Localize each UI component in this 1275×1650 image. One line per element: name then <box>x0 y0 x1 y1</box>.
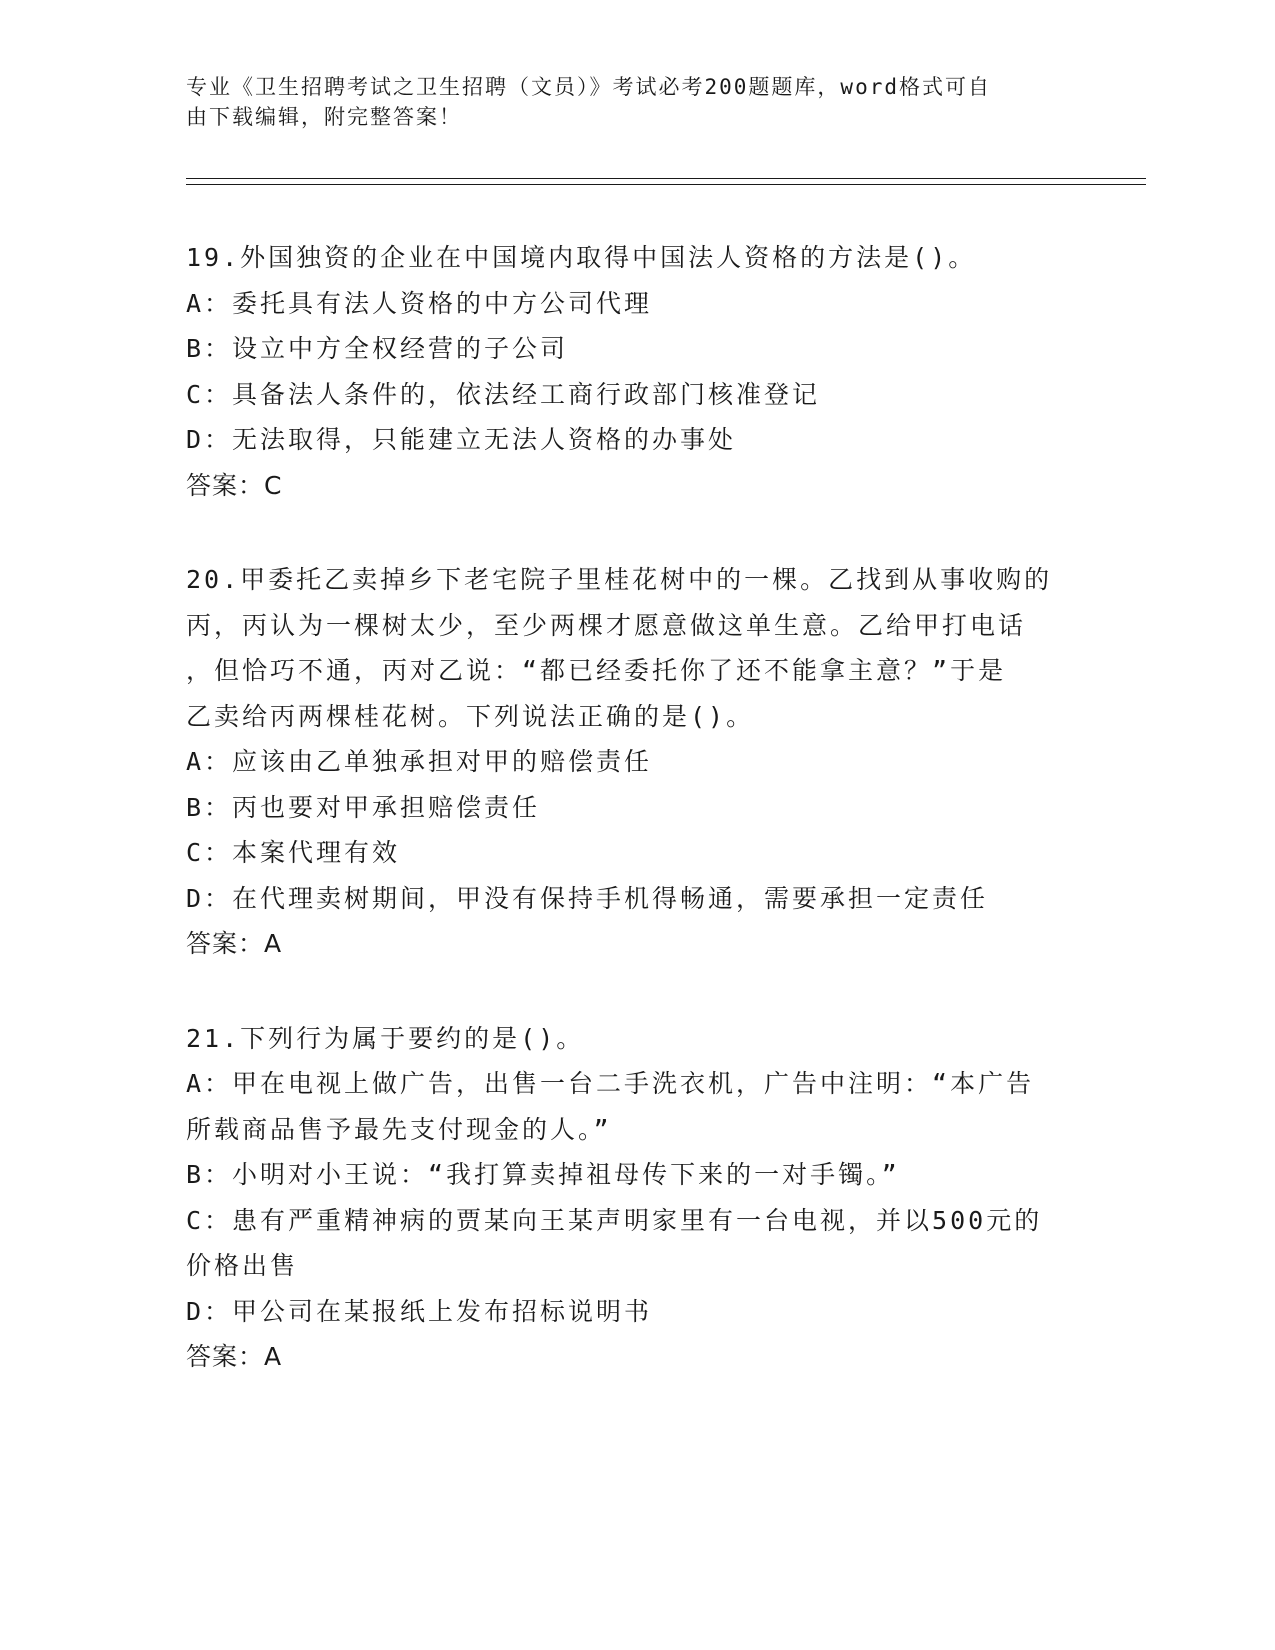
header-line-2: 由下载编辑，附完整答案！ <box>186 105 462 129</box>
question-stem-line: 20.甲委托乙卖掉乡下老宅院子里桂花树中的一棵。乙找到从事收购的 <box>186 565 1053 594</box>
option-a-continued: 所载商品售予最先支付现金的人。” <box>186 1114 612 1144</box>
option-a: A：委托具有法人资格的中方公司代理 <box>186 288 653 318</box>
question-21 <box>186 1016 1086 1380</box>
document-header <box>186 72 1086 132</box>
option-d: D：无法取得，只能建立无法人资格的办事处 <box>186 425 737 454</box>
question-stem-line: 21.下列行为属于要约的是()。 <box>186 1023 585 1053</box>
option-c: C：患有严重精神病的贾某向王某声明家里有一台电视，并以500元的 <box>186 1205 1043 1235</box>
question-stem-line: 乙卖给丙两棵桂花树。下列说法正确的是()。 <box>186 701 755 731</box>
header-divider-top <box>186 178 1146 179</box>
option-c-continued: 价格出售 <box>186 1251 299 1280</box>
question-20 <box>186 557 1086 967</box>
answer-label: 答案：A <box>186 1342 283 1371</box>
option-c: C：具备法人条件的，依法经工商行政部门核准登记 <box>186 379 821 409</box>
header-line-1: 专业《卫生招聘考试之卫生招聘（文员）》考试必考200题题库，word格式可自 <box>186 75 991 99</box>
option-d: D：甲公司在某报纸上发布招标说明书 <box>186 1296 653 1326</box>
question-list <box>186 235 1086 1429</box>
option-c: C：本案代理有效 <box>186 838 401 867</box>
question-stem-line: ，但恰巧不通，丙对乙说：“都已经委托你了还不能拿主意？”于是 <box>186 656 1007 685</box>
header-divider-bottom <box>186 184 1146 185</box>
option-b: B：设立中方全权经营的子公司 <box>186 334 569 363</box>
option-a: A：应该由乙单独承担对甲的赔偿责任 <box>186 747 653 776</box>
question-stem-line: 丙，丙认为一棵树太少，至少两棵才愿意做这单生意。乙给甲打电话 <box>186 610 1027 640</box>
answer-label: 答案：C <box>186 470 283 500</box>
answer-label: 答案：A <box>186 929 283 958</box>
option-d: D：在代理卖树期间，甲没有保持手机得畅通，需要承担一定责任 <box>186 883 989 913</box>
option-b: B：小明对小王说：“我打算卖掉祖母传下来的一对手镯。” <box>186 1160 900 1189</box>
question-19 <box>186 235 1086 508</box>
question-stem-line: 19.外国独资的企业在中国境内取得中国法人资格的方法是()。 <box>186 243 977 272</box>
option-a: A：甲在电视上做广告，出售一台二手洗衣机，广告中注明：“本广告 <box>186 1069 1035 1098</box>
option-b: B：丙也要对甲承担赔偿责任 <box>186 792 541 822</box>
